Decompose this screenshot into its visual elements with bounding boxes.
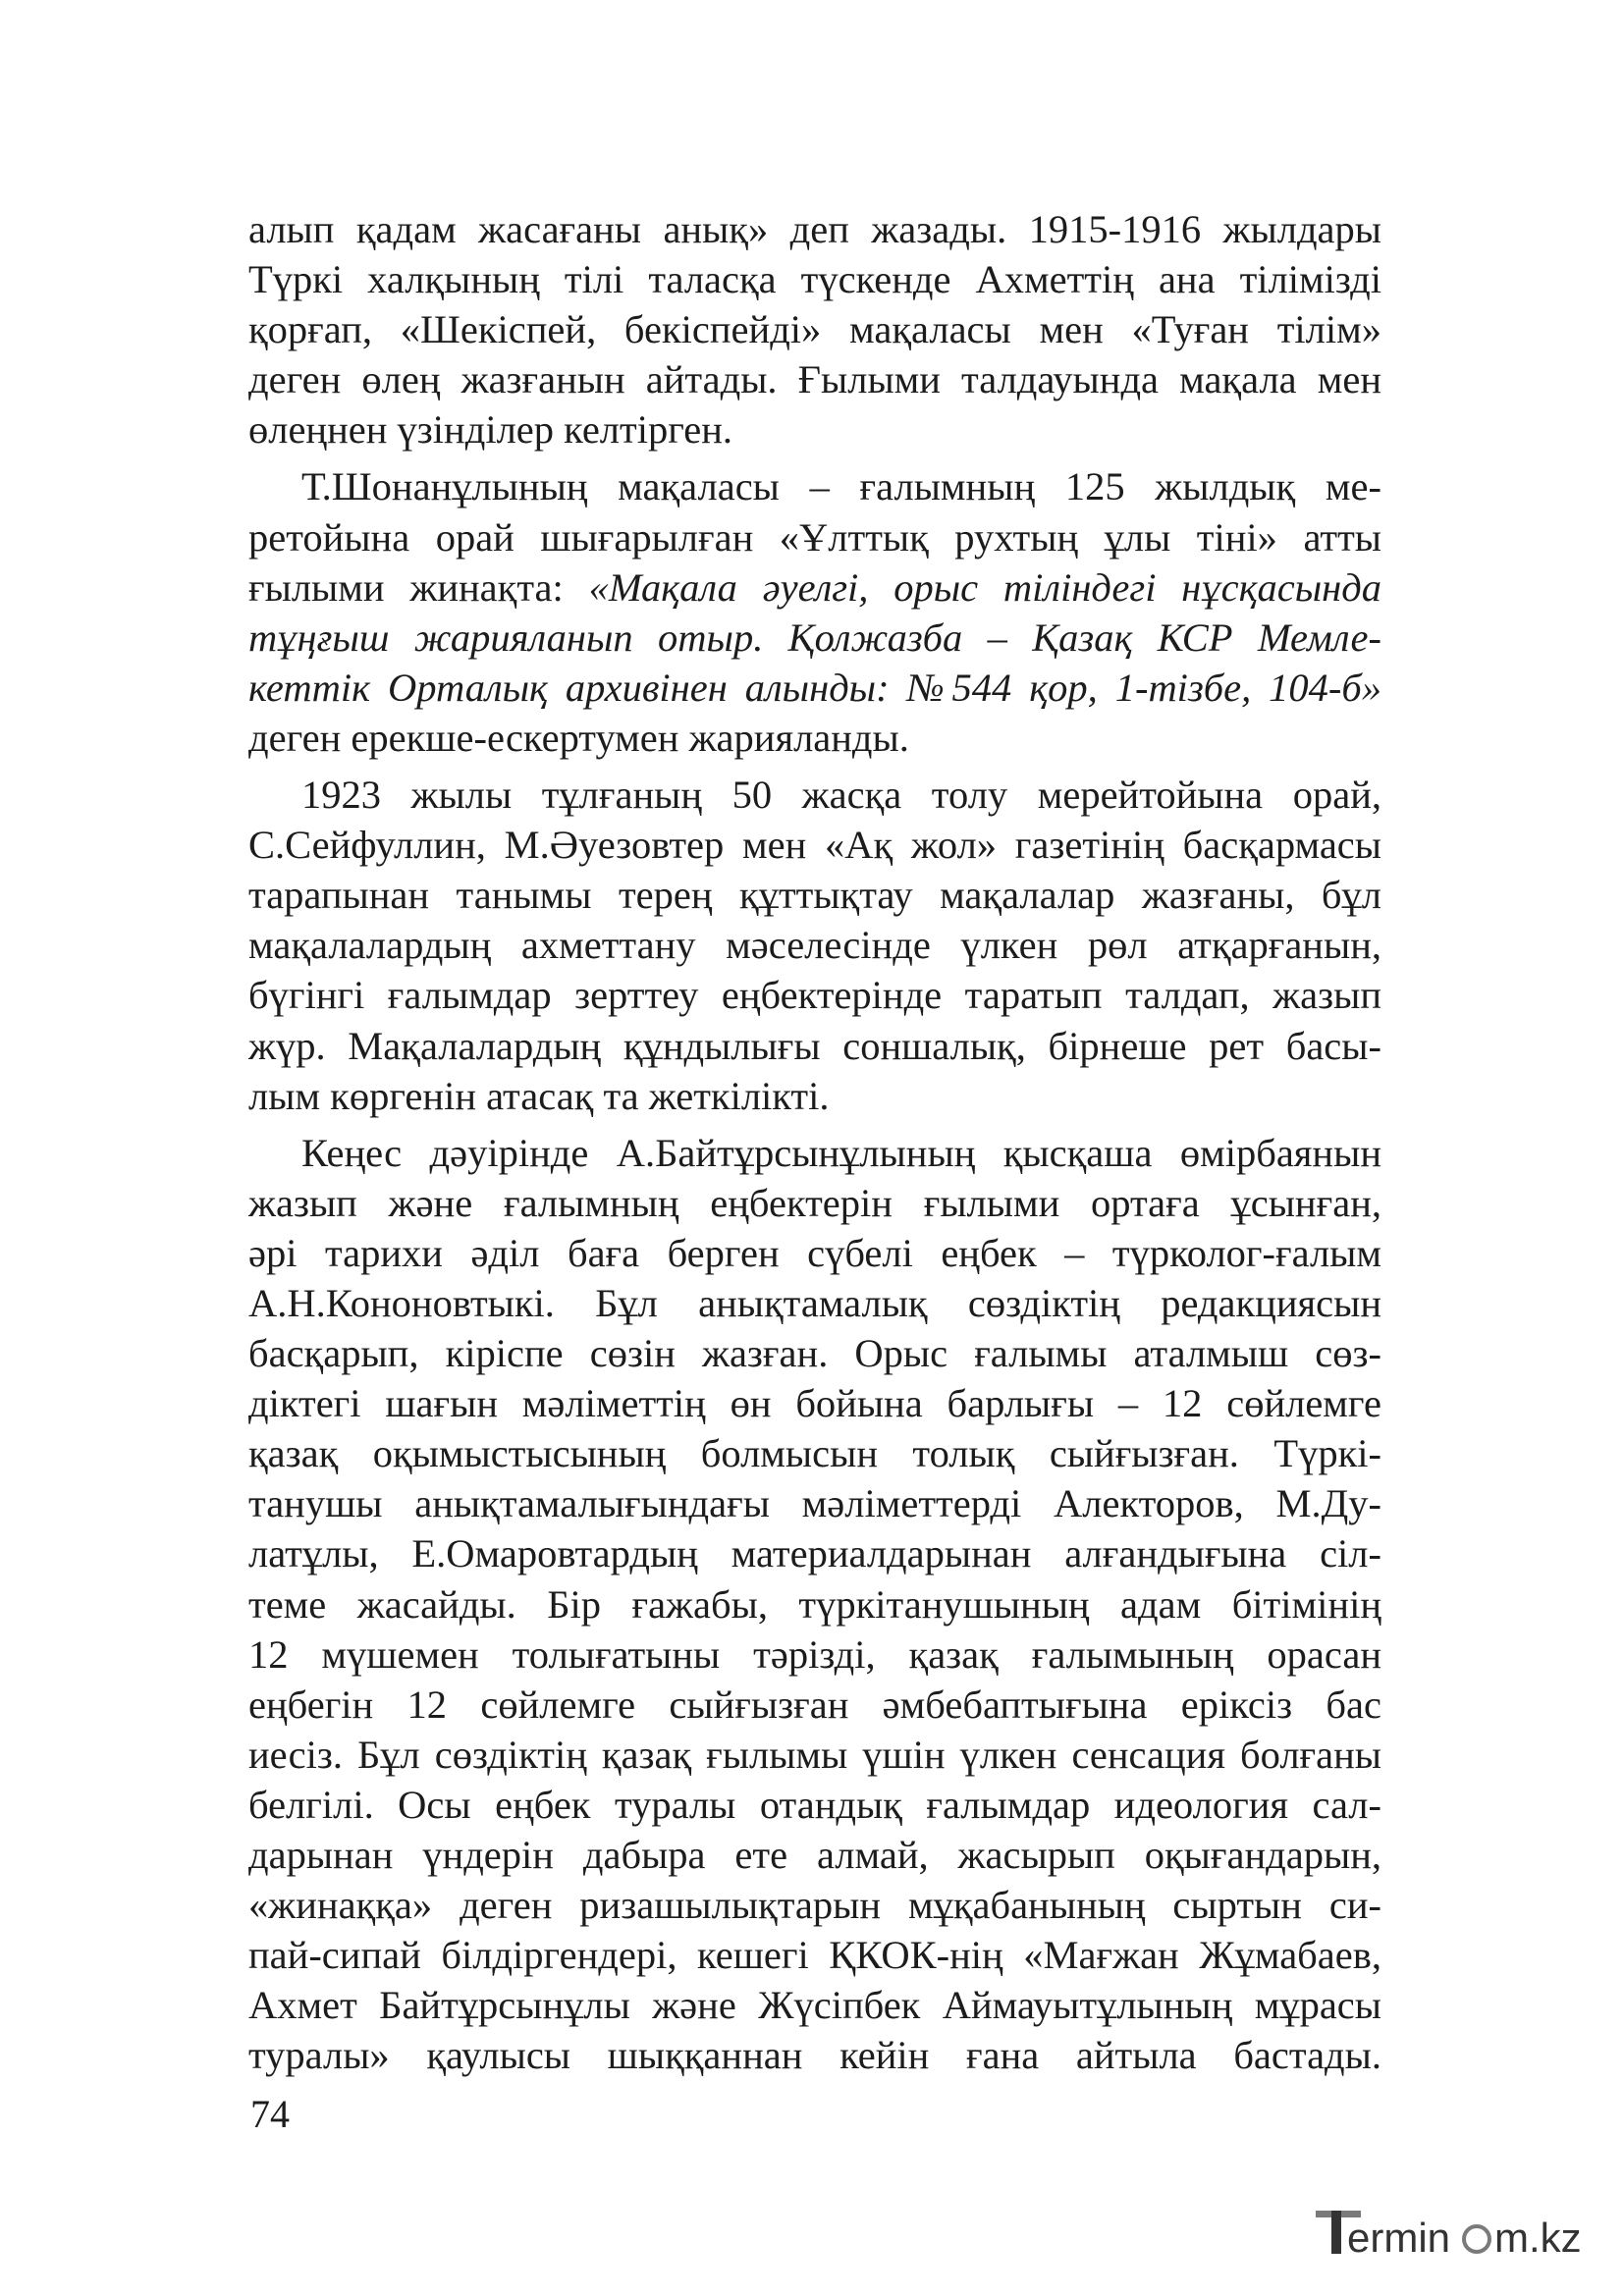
paragraph-4 xyxy=(248,1128,1381,2081)
text-line: теме жасайды. Бір ғажабы, түркітанушының адам бітімінің xyxy=(248,1581,1381,1627)
paragraph-2 xyxy=(248,461,1381,763)
text-line: Түркі халқының тілі таласқа түскенде Ахметтің ана тілімізді xyxy=(248,257,1381,302)
text-line: танушы анықтамалығындағы мәліметтерді Алекторов, М.Ду- xyxy=(248,1481,1381,1526)
text-line: деген өлең жазғанын айтады. Ғылыми талдауында мақала мен xyxy=(248,357,1381,402)
watermark-text-left: ermin xyxy=(1347,2215,1451,2261)
text-line: ретойына орай шығарылған «Ұлттық рухтың ұлы тіні» атты xyxy=(248,514,1381,560)
text-line: жүр. Мақалалардың құндылығы соншалық, бірнеше рет басы- xyxy=(248,1023,1381,1068)
text-line: пай-сипай білдіргендері, кешегі ҚКОК-нің «Мағжан Жұмабаев, xyxy=(248,1933,1381,1978)
text-line: жазып және ғалымның еңбектерін ғылыми ортаға ұсынған, xyxy=(248,1180,1381,1225)
text-line: мақалалардың ахметтану мәселесінде үлкен рөл атқарғанын, xyxy=(248,923,1381,968)
text-line: еңбегін 12 сөйлемге сыйғызған әмбебаптығына еріксіз бас xyxy=(248,1682,1381,1727)
logo-o-ring xyxy=(1464,2226,1489,2252)
page-number: 74 xyxy=(250,2092,290,2136)
body-text xyxy=(248,204,1381,2080)
text-line: тарапынан танымы терең құттықтау мақалалар жазғаны, бұл xyxy=(248,873,1381,918)
text-line: 12 мүшемен толығатыны тәрізді, қазақ ғалымының орасан xyxy=(248,1631,1381,1677)
text-line: лым көргенін атасақ та жеткілікті. xyxy=(248,1073,830,1118)
logo-t-stem xyxy=(1331,2211,1341,2254)
watermark-logo-svg xyxy=(1314,2205,1598,2264)
italic-quote: «Мақала әуелгі, орыс тіліндегі нұсқасында xyxy=(588,564,1381,610)
watermark-text-right: m.kz xyxy=(1494,2215,1582,2261)
text-line: А.Н.Кононовтыкі. Бұл анықтамалық сөздіктің редакциясын xyxy=(248,1280,1381,1325)
text-line: 1923 жылы тұлғаның 50 жасқа толу мерейтойына орай, xyxy=(301,773,1381,818)
text-line: Ахмет Байтұрсынұлы және Жүсіпбек Аймауытұлының мұрасы xyxy=(248,1983,1381,2028)
text-line: әрі тарихи әділ баға берген сүбелі еңбек – түрколог-ғалым xyxy=(248,1230,1381,1275)
text-line: «жинаққа» деген ризашылықтарын мұқабанының сыртын си- xyxy=(248,1883,1381,1928)
text-line: туралы» қаулысы шыққаннан кейін ғана айтыла бастады. xyxy=(248,2033,1381,2078)
text-line: діктегі шағын мәліметтің өн бойына барлығы – 12 сөйлемге xyxy=(248,1381,1381,1426)
italic-quote: тұңғыш жарияланып отыр. Қолжазба – Қазақ КСР Мемле- xyxy=(248,614,1381,660)
text-line: алып қадам жасағаны анық» деп жазады. 1915-1916 жылдары xyxy=(248,207,1381,251)
text-line: өлеңнен үзінділер келтірген. xyxy=(248,407,733,453)
text-line: Кеңес дәуірінде А.Байтұрсынұлының қысқаша өмірбаянын xyxy=(301,1130,1381,1175)
text-line: белгілі. Осы еңбек туралы отандық ғалымдар идеология сал- xyxy=(248,1782,1381,1827)
text-line: иесіз. Бұл сөздіктің қазақ ғылымы үшін үлкен сенсация болғаны xyxy=(248,1732,1381,1777)
paragraph-1 xyxy=(248,204,1381,454)
text-line: дарынан үндерін дабыра ете алмай, жасырып оқығандарын, xyxy=(248,1833,1381,1877)
text-line: латұлы, Е.Омаровтардың материалдарынан алғандығына сіл- xyxy=(248,1531,1381,1576)
text-line: Т.Шонанұлының мақаласы – ғалымның 125 жылдық ме- xyxy=(301,464,1381,509)
text-line: қорғап, «Шекіспей, бекіспейді» мақаласы мен «Туған тілім» xyxy=(248,307,1381,352)
text-line: қазақ оқымыстысының болмысын толық сыйғызған. Түркі- xyxy=(248,1431,1381,1476)
text-line: бүгінгі ғалымдар зерттеу еңбектерінде таратып талдап, жазып xyxy=(248,973,1381,1018)
termincom-watermark-logo xyxy=(1314,2205,1598,2264)
text-line xyxy=(248,562,1381,613)
text-line: басқарып, кіріспе сөзін жазған. Орыс ғалымы аталмыш сөз- xyxy=(248,1331,1381,1376)
text-line: деген ерекше-ескертумен жарияланды. xyxy=(248,715,909,760)
text-run: ғылыми жинақта: xyxy=(248,564,589,610)
italic-quote: кеттік Орталық архивінен алынды: №544 қор, 1-тізбе, 104-б» xyxy=(248,665,1381,710)
paragraph-3 xyxy=(248,770,1381,1121)
text-line: С.Сейфуллин, М.Әуезовтер мен «Ақ жол» газетінің басқармасы xyxy=(248,823,1381,868)
